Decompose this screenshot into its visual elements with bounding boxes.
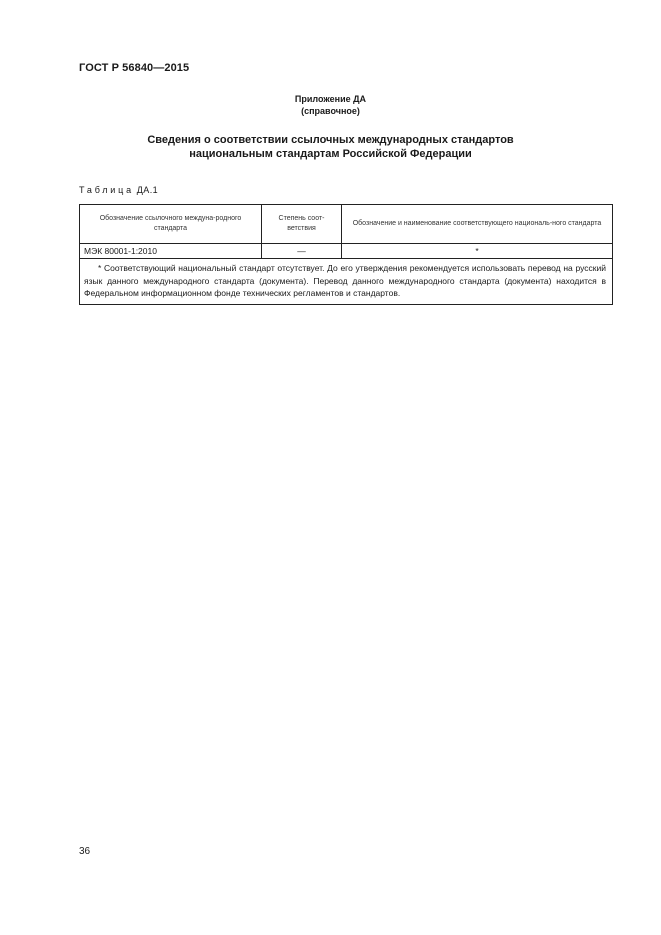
table-header-row bbox=[80, 205, 613, 244]
header-conformity: Степень соот-ветствия bbox=[262, 205, 342, 244]
page-number: 36 bbox=[79, 846, 91, 857]
section-title-line-1: Сведения о соответствии ссылочных международных стандартов bbox=[147, 134, 514, 146]
cell-national-standard: * bbox=[342, 244, 613, 259]
cell-intl-standard: МЭК 80001-1:2010 bbox=[80, 244, 262, 259]
header-intl-standard: Обозначение ссылочного междуна-родного стандарта bbox=[80, 205, 262, 244]
table-caption-number: ДА.1 bbox=[136, 185, 159, 195]
table-footnote bbox=[80, 259, 613, 305]
header-national-standard: Обозначение и наименование соответствующего националь-ного стандарта bbox=[342, 205, 613, 244]
section-title bbox=[0, 133, 661, 161]
cell-conformity: — bbox=[262, 244, 342, 259]
document-code: ГОСТ Р 56840—2015 bbox=[79, 62, 190, 74]
table-row bbox=[80, 244, 613, 259]
table-footnote-row bbox=[80, 259, 613, 305]
table-caption bbox=[79, 185, 158, 195]
annex-heading bbox=[0, 93, 661, 117]
conformity-table bbox=[79, 204, 613, 305]
table-footnote-text: * Соответствующий национальный стандарт отсутствует. До его утверждения рекомендуется использовать перевод на русский язык данного международного стандарта (документа). Перевод данного международного стандарта (документа) находится в Федеральном информационном фонде технических регламентов и стандартов. bbox=[84, 263, 606, 298]
table-caption-word: Таблица bbox=[79, 185, 134, 195]
section-title-line-2: национальным стандартам Российской Федерации bbox=[189, 148, 472, 160]
annex-title: Приложение ДА bbox=[294, 94, 367, 104]
annex-type: (справочное) bbox=[301, 106, 360, 116]
